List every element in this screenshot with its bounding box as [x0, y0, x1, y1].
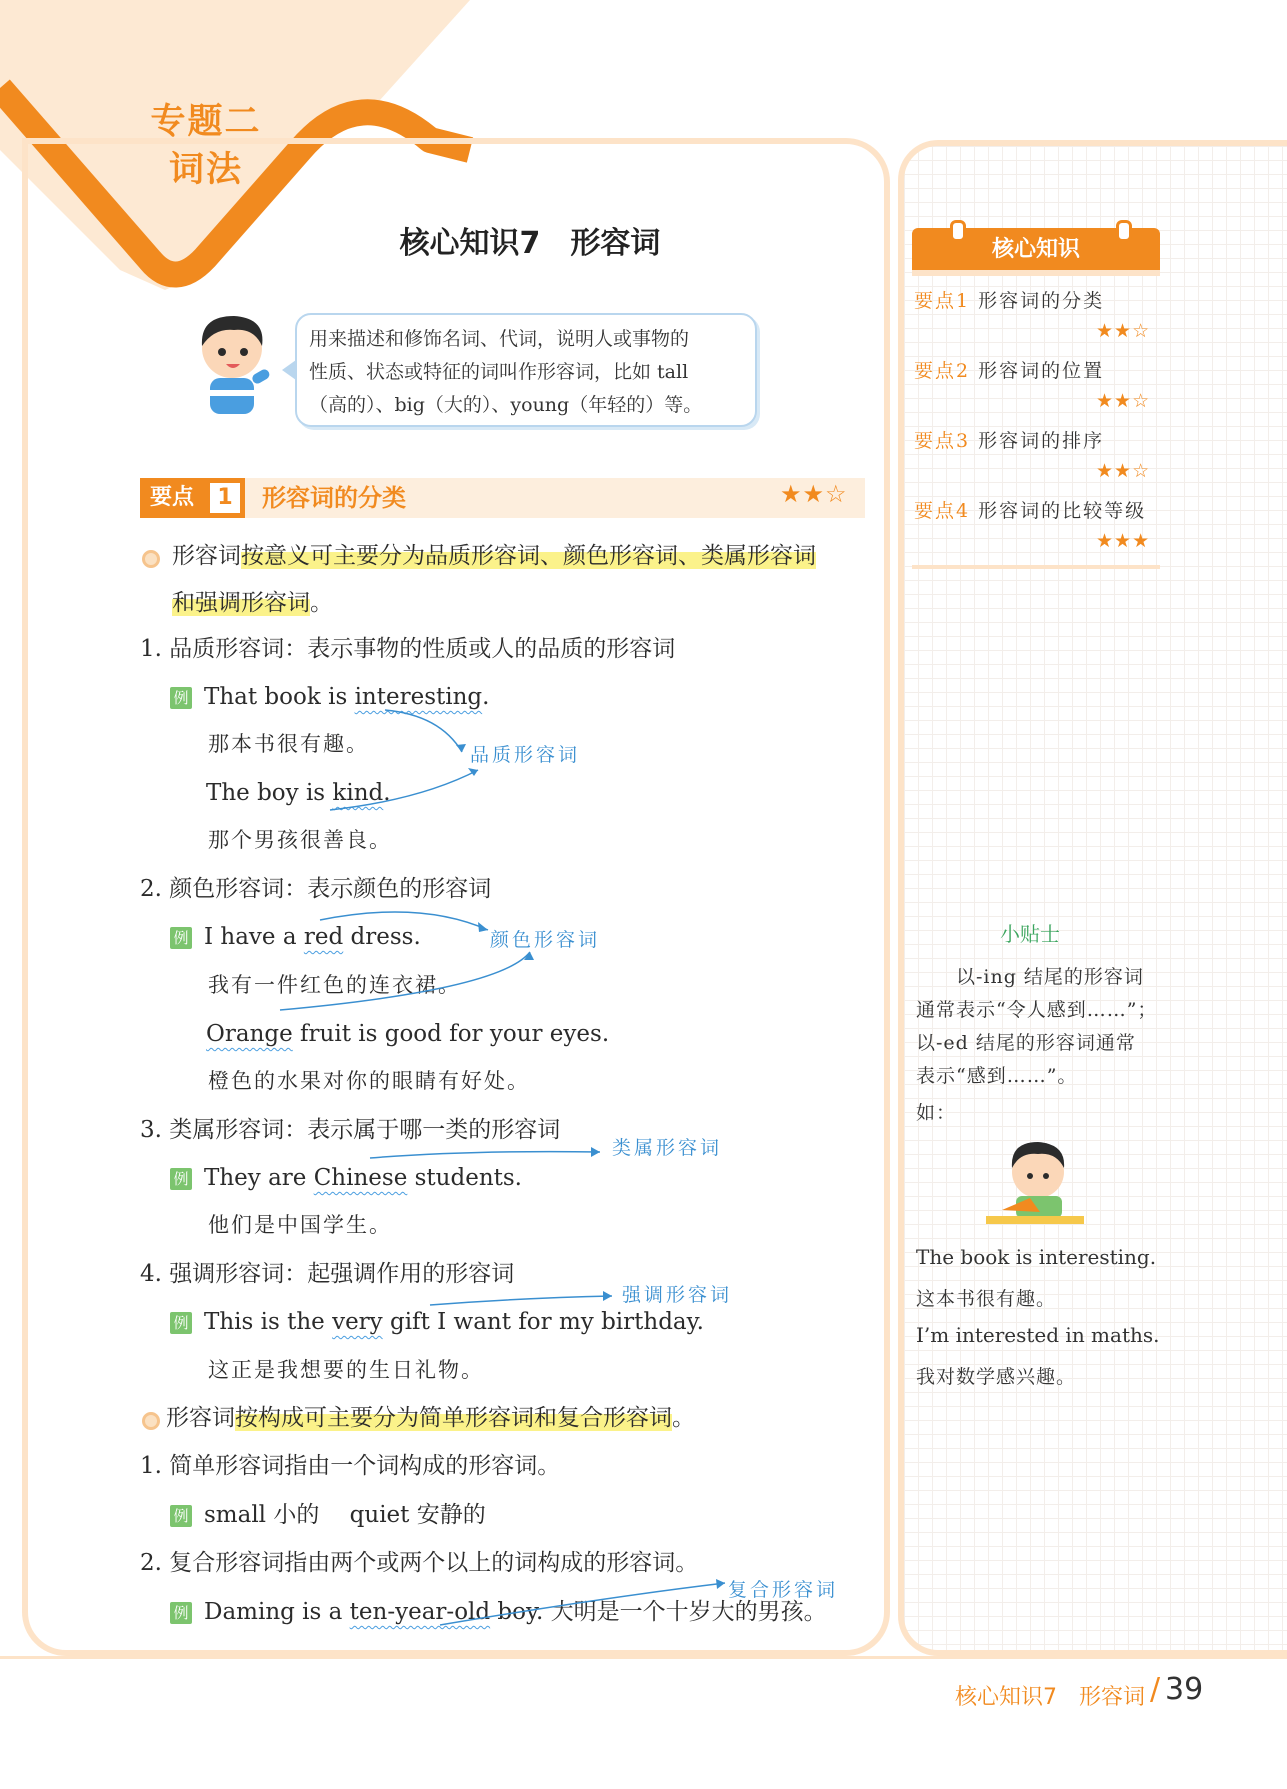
section-tag: 要点 — [140, 478, 245, 518]
highlight-text: 和强调形容词 — [172, 590, 310, 616]
keyword: red — [303, 924, 344, 950]
example-icon: 例 — [170, 927, 192, 949]
example-sentence: small 小的 quiet 安静的 — [204, 1502, 486, 1528]
text: 。 — [672, 1405, 695, 1431]
text: students. — [407, 1165, 522, 1191]
annotation-note: 颜色形容词 — [490, 929, 601, 951]
sidebar-item-key: 要点2 — [914, 360, 971, 382]
example-translation: 橙色的水果对你的眼睛有好处。 — [208, 1069, 530, 1093]
tip-line: 表示“感到……”。 — [916, 1065, 1078, 1087]
keyword: Chinese — [313, 1165, 408, 1191]
arrow-line — [430, 1296, 612, 1305]
intro-line: 性质、状态或特征的词叫作形容词，比如 tall — [309, 361, 689, 383]
text: fruit is good for your eyes. — [292, 1021, 610, 1047]
annotation-note: 复合形容词 — [728, 1579, 839, 1601]
text: I have a — [204, 924, 304, 950]
page-number: 39 — [1165, 1672, 1204, 1707]
tip-example: 我对数学感兴趣。 — [916, 1366, 1077, 1388]
text: 。 — [310, 590, 333, 616]
tip-example: The book is interesting. — [916, 1245, 1157, 1269]
category-4-heading: 4. 强调形容词：起强调作用的形容词 — [140, 1261, 515, 1287]
annotation-note: 品质形容词 — [470, 744, 581, 766]
section-number: 1 — [210, 483, 240, 513]
keyword: kind — [332, 780, 384, 806]
ring-icon — [1116, 220, 1132, 242]
sidebar-item — [914, 496, 1146, 523]
text: They are — [204, 1165, 314, 1191]
sidebar-item-key: 要点3 — [914, 430, 971, 452]
text: That book is — [204, 684, 355, 710]
intro-line: （高的）、big（大的）、young（年轻的）等。 — [309, 394, 703, 416]
text: gift I want for my birthday. — [382, 1309, 704, 1335]
keyword: Orange — [206, 1021, 293, 1047]
sidebar-header-shadow — [912, 270, 1160, 276]
sidebar-item-label: 形容词的分类 — [978, 290, 1105, 312]
arrow-line — [440, 1583, 725, 1625]
reading-boy-image — [980, 1136, 1090, 1232]
arrow-line — [385, 710, 462, 752]
highlight-text: 按意义可主要分为品质形容词、颜色形容词、类属形容词 — [241, 543, 816, 569]
tip-line: 如： — [916, 1102, 957, 1124]
tip-line: 以-ed 结尾的形容词通常 — [916, 1032, 1136, 1054]
text: . — [383, 780, 391, 806]
example-translation: 那个男孩很善良。 — [208, 828, 392, 852]
sidebar-item-stars: ★★★ — [1096, 530, 1151, 552]
example-icon: 例 — [170, 1312, 192, 1334]
intro-line: 用来描述和修饰名词、代词，说明人或事物的 — [309, 328, 690, 350]
page-title: 核心知识7 形容词 — [399, 226, 661, 261]
annotation-note: 强调形容词 — [622, 1284, 733, 1306]
topic-line-2: 词法 — [168, 150, 243, 190]
keyword: interesting — [354, 684, 483, 710]
sidebar-item-label: 形容词的排序 — [978, 430, 1105, 452]
arrow-line — [320, 912, 488, 930]
highlight-text: 按构成可主要分为简单形容词和复合形容词 — [235, 1405, 672, 1431]
category-1-heading: 1. 品质形容词：表示事物的性质或人的品质的形容词 — [140, 636, 676, 662]
tip-example: I’m interested in maths. — [916, 1323, 1160, 1347]
arrow-line — [330, 770, 478, 810]
annotation-note: 类属形容词 — [612, 1137, 723, 1159]
section-stars-rating: ★★☆ — [780, 480, 848, 508]
sidebar-item — [914, 356, 1104, 383]
keyword: very — [332, 1309, 383, 1335]
arrow-line — [280, 952, 530, 1010]
text: dress. — [343, 924, 421, 950]
example-icon: 例 — [170, 1168, 192, 1190]
text: Daming is a — [204, 1599, 350, 1625]
sidebar-item — [914, 426, 1104, 453]
sidebar-header: 核心知识 — [912, 228, 1160, 272]
footer-divider — [0, 1656, 1287, 1659]
tip-line: 以-ing 结尾的形容词 — [916, 966, 1144, 988]
tip-title: 小贴士 — [1000, 922, 1060, 946]
text: . — [482, 684, 490, 710]
example-icon: 例 — [170, 1505, 192, 1527]
sidebar-item-stars: ★★☆ — [1096, 390, 1151, 412]
sidebar-item-key: 要点1 — [914, 290, 971, 312]
example-translation: 他们是中国学生。 — [208, 1213, 392, 1237]
keyword: ten-year-old — [349, 1599, 491, 1625]
sidebar-item-label: 形容词的位置 — [978, 360, 1105, 382]
category-3-heading: 3. 类属形容词：表示属于哪一类的形容词 — [140, 1117, 561, 1143]
topic-line-1: 专题二 — [150, 102, 262, 142]
text: This is the — [204, 1309, 333, 1335]
text: 形容词 — [172, 543, 241, 569]
sidebar-item — [914, 286, 1104, 313]
tip-line: 通常表示“令人感到……”； — [916, 999, 1158, 1021]
sidebar-item-label: 形容词的比较等级 — [978, 500, 1147, 522]
example-translation: 这正是我想要的生日礼物。 — [208, 1358, 484, 1382]
example-translation: 我有一件红色的连衣裙。 — [208, 973, 461, 997]
ring-icon — [950, 220, 966, 242]
text: 形容词 — [166, 1405, 235, 1431]
simple-adjective-heading: 1. 简单形容词指由一个词构成的形容词。 — [140, 1453, 561, 1479]
tip-example: 这本书很有趣。 — [916, 1288, 1057, 1310]
arrow-line — [370, 1152, 600, 1158]
compound-adjective-heading: 2. 复合形容词指由两个或两个以上的词构成的形容词。 — [140, 1550, 699, 1576]
section-title: 形容词的分类 — [262, 484, 406, 512]
footer-chapter: 核心知识7 形容词 — [955, 1685, 1145, 1710]
sidebar-item-stars: ★★☆ — [1096, 460, 1151, 482]
text: boy. 大明是一个十岁大的男孩。 — [490, 1599, 827, 1625]
example-icon: 例 — [170, 687, 192, 709]
category-2-heading: 2. 颜色形容词：表示颜色的形容词 — [140, 876, 492, 902]
footer-slash: / — [1150, 1672, 1161, 1707]
example-translation: 那本书很有趣。 — [208, 732, 369, 756]
sidebar-item-stars: ★★☆ — [1096, 320, 1151, 342]
sidebar-item-key: 要点4 — [914, 500, 971, 522]
sidebar-card-bottom — [912, 565, 1160, 569]
text: The boy is — [206, 780, 333, 806]
example-icon: 例 — [170, 1602, 192, 1624]
